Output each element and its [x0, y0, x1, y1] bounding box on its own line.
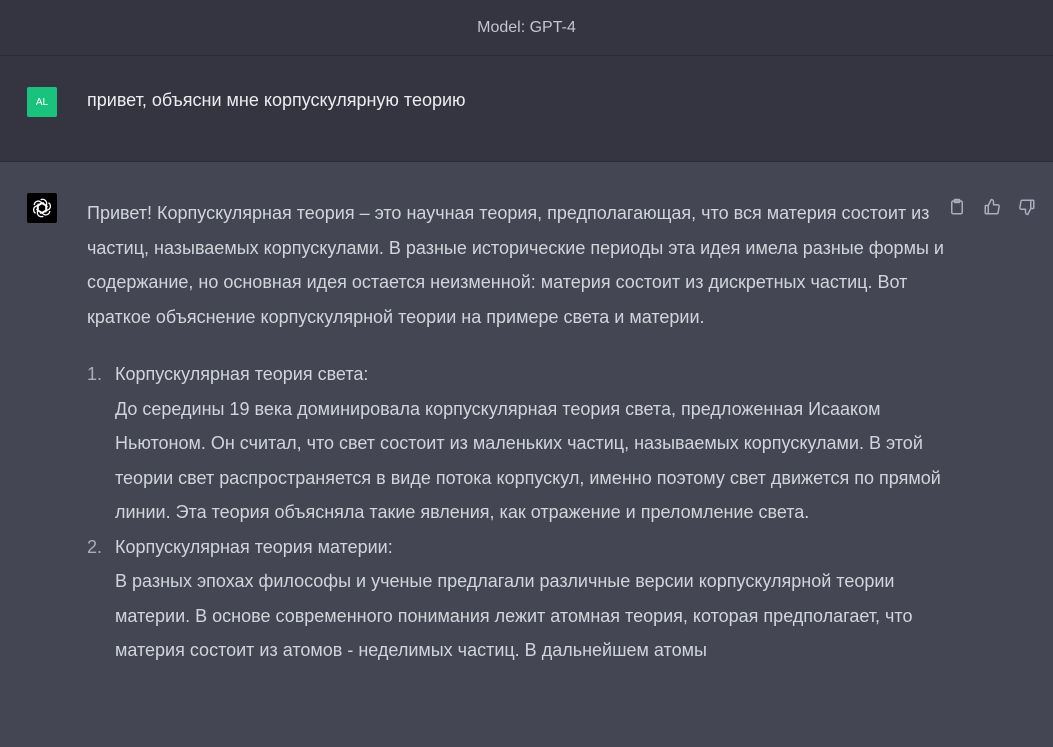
list-item-title: Корпускулярная теория материи: [115, 536, 393, 557]
thumbs-up-button[interactable] [981, 196, 1003, 218]
thumbs-down-icon [1018, 198, 1036, 216]
list-item-number: 2. [87, 536, 103, 557]
openai-logo-icon [31, 197, 53, 219]
top-bar [0, 0, 1053, 56]
assistant-avatar [27, 193, 57, 223]
copy-button[interactable] [946, 196, 968, 218]
user-message-row [0, 56, 1053, 162]
user-avatar [27, 87, 57, 117]
list-item-title: Корпускулярная теория света: [115, 364, 369, 384]
clipboard-icon [948, 198, 966, 216]
thumbs-up-icon [983, 198, 1001, 216]
list-item-number: 1. [87, 364, 103, 384]
model-label: Model: GPT-4 [477, 18, 576, 36]
user-avatar-initials: AL [35, 96, 49, 108]
user-message-text: привет, объясни мне корпускулярную теорию [87, 90, 466, 110]
list-item-body: В разных эпохах философы и ученые предлагали различные версии корпускулярной теории материи. В основе современного понимания лежит атомная теория, которая предполагает, что материя состоит из атомов - неделимых частиц. В дальнейшем атомы [115, 571, 913, 660]
list-item [87, 357, 947, 530]
list-item [87, 530, 947, 668]
assistant-message-row [0, 162, 1053, 747]
list-item-body: До середины 19 века доминировала корпускулярная теория света, предложенная Исааком Ньютоном. Он считал, что свет состоит из маленьких частиц, называемых корпускулами. В этой теории свет распространяется в виде потока корпускул, именно поэтому свет движется по прямой линии. Эта теория объясняла такие явления, как отражение и преломление света. [115, 398, 941, 522]
assistant-numbered-list [87, 357, 947, 668]
message-actions [946, 196, 1038, 218]
thumbs-down-button[interactable] [1016, 196, 1038, 218]
assistant-message-content [87, 196, 947, 668]
assistant-intro-paragraph: Привет! Корпускулярная теория – это научная теория, предполагающая, что вся материя состоит из частиц, называемых корпускулами. В разные исторические периоды эта идея имела разные формы и содержание, но основная идея остается неизменной: материя состоит из дискретных частиц. Вот краткое объяснение корпускулярной теории на примере света и материи. [87, 203, 944, 327]
